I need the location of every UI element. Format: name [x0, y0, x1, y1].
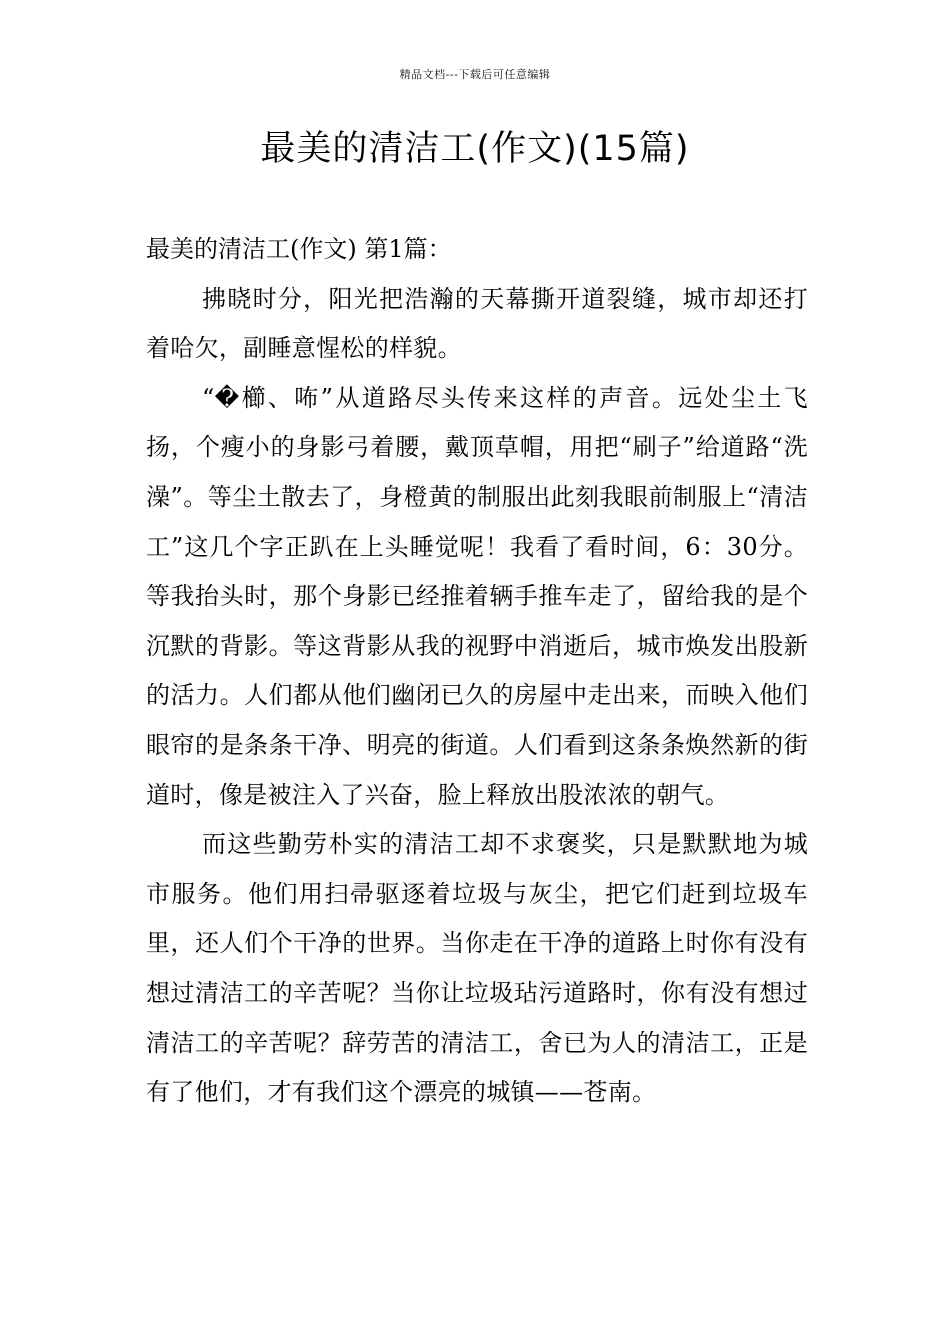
paragraph-3: 而这些勤劳朴实的清洁工却不求褒奖，只是默默地为城市服务。他们用扫帚驱逐着垃圾与灰尘，把它们赶到垃圾车里，还人们个干净的世界。当你走在干净的道路上时你有没有想过清洁工的辛苦呢？当你让垃圾玷污道路时，你有没有想过清洁工的辛苦呢？辞劳苦的清洁工，舍已为人的清洁工，正是有了他们，才有我们这个漂亮的城镇——苍南。	[146, 830, 808, 1107]
paragraph-1: 拂晓时分，阳光把浩瀚的天幕撕开道裂缝，城市却还打着哈欠，副睡意惺松的样貌。	[146, 284, 808, 363]
document-body	[146, 225, 808, 1118]
header-note: 精品文档---下载后可任意编辑	[399, 68, 551, 81]
section-heading: 最美的清洁工(作文) 第1篇：	[146, 235, 452, 263]
paragraph-2: “�櫛、咘”从道路尽头传来这样的声音。远处尘土飞扬，个瘦小的身影弓着腰，戴顶草帽，用把“刷子”给道路“洗澡”。等尘土散去了，身橙黄的制服出此刻我眼前制服上“清洁工”这几个字正趴在上头睡觉呢！我看了看时间，6：30分。等我抬头时，那个身影已经推着辆手推车走了，留给我的是个沉默的背影。等这背影从我的视野中消逝后，城市焕发出股新的活力。人们都从他们幽闭已久的房屋中走出来，而映入他们眼帘的是条条干净、明亮的街道。人们看到这条条焕然新的街道时，像是被注入了兴奋，脸上释放出股浓浓的朝气。	[146, 383, 808, 809]
document-title: 最美的清洁工(作文)(15篇)	[260, 129, 690, 169]
